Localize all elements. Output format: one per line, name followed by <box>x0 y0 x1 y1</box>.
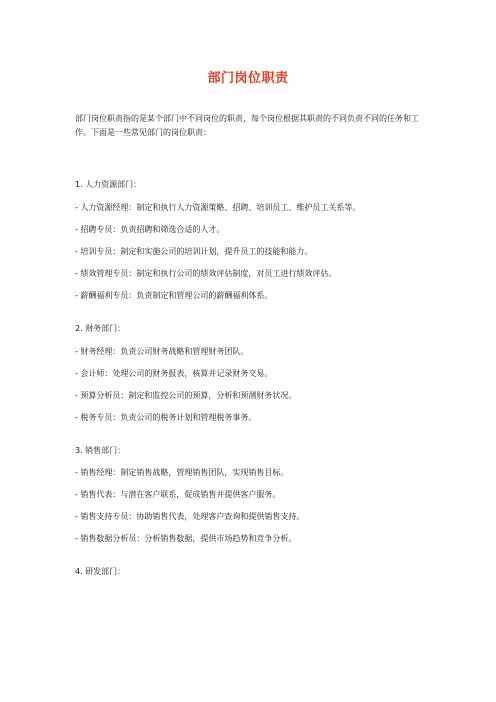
list-item: - 销售数据分析员：分析销售数据，提供市场趋势和竞争分析。 <box>75 534 297 543</box>
section-heading-sales: 3. 销售部门： <box>75 446 126 455</box>
list-item: - 会计师：处理公司的财务报表，核算并记录财务交易。 <box>75 369 273 378</box>
list-item: - 预算分析员：制定和监控公司的预算，分析和预测财务状况。 <box>75 391 297 400</box>
list-item: - 薪酬福利专员：负责制定和管理公司的薪酬福利体系。 <box>75 291 273 300</box>
intro-paragraph: 部门岗位职责指的是某个部门中不同岗位的职责，每个岗位根据其职责的不同负责不同的任务和工作。下面是一些常见部门的岗位职责： <box>75 114 419 137</box>
list-item: - 销售经理：制定销售战略，管理销售团队，实现销售目标。 <box>75 468 289 477</box>
list-item: - 财务经理：负责公司财务战略和管理财务团队。 <box>75 347 249 356</box>
list-item: - 销售代表：与潜在客户联系，促成销售并提供客户服务。 <box>75 490 281 499</box>
section-heading-rd: 4. 研发部门： <box>75 567 126 576</box>
list-item: - 招聘专员：负责招聘和筛选合适的人才。 <box>75 225 225 234</box>
list-item: - 销售支持专员：协助销售代表，处理客户查询和提供销售支持。 <box>75 512 305 521</box>
document-title: 部门岗位职责 <box>207 71 289 86</box>
list-item: - 税务专员：负责公司的税务计划和管理税务事务。 <box>75 413 257 422</box>
list-item: - 培训专员：制定和实施公司的培训计划，提升员工的技能和能力。 <box>75 247 313 256</box>
list-item: - 绩效管理专员：制定和执行公司的绩效评估制度，对员工进行绩效评估。 <box>75 269 337 278</box>
section-heading-finance: 2. 财务部门： <box>75 324 126 333</box>
list-item: - 人力资源经理：制定和执行人力资源策略、招聘、培训员工、维护员工关系等。 <box>75 203 361 212</box>
section-heading-hr: 1. 人力资源部门： <box>75 180 142 189</box>
